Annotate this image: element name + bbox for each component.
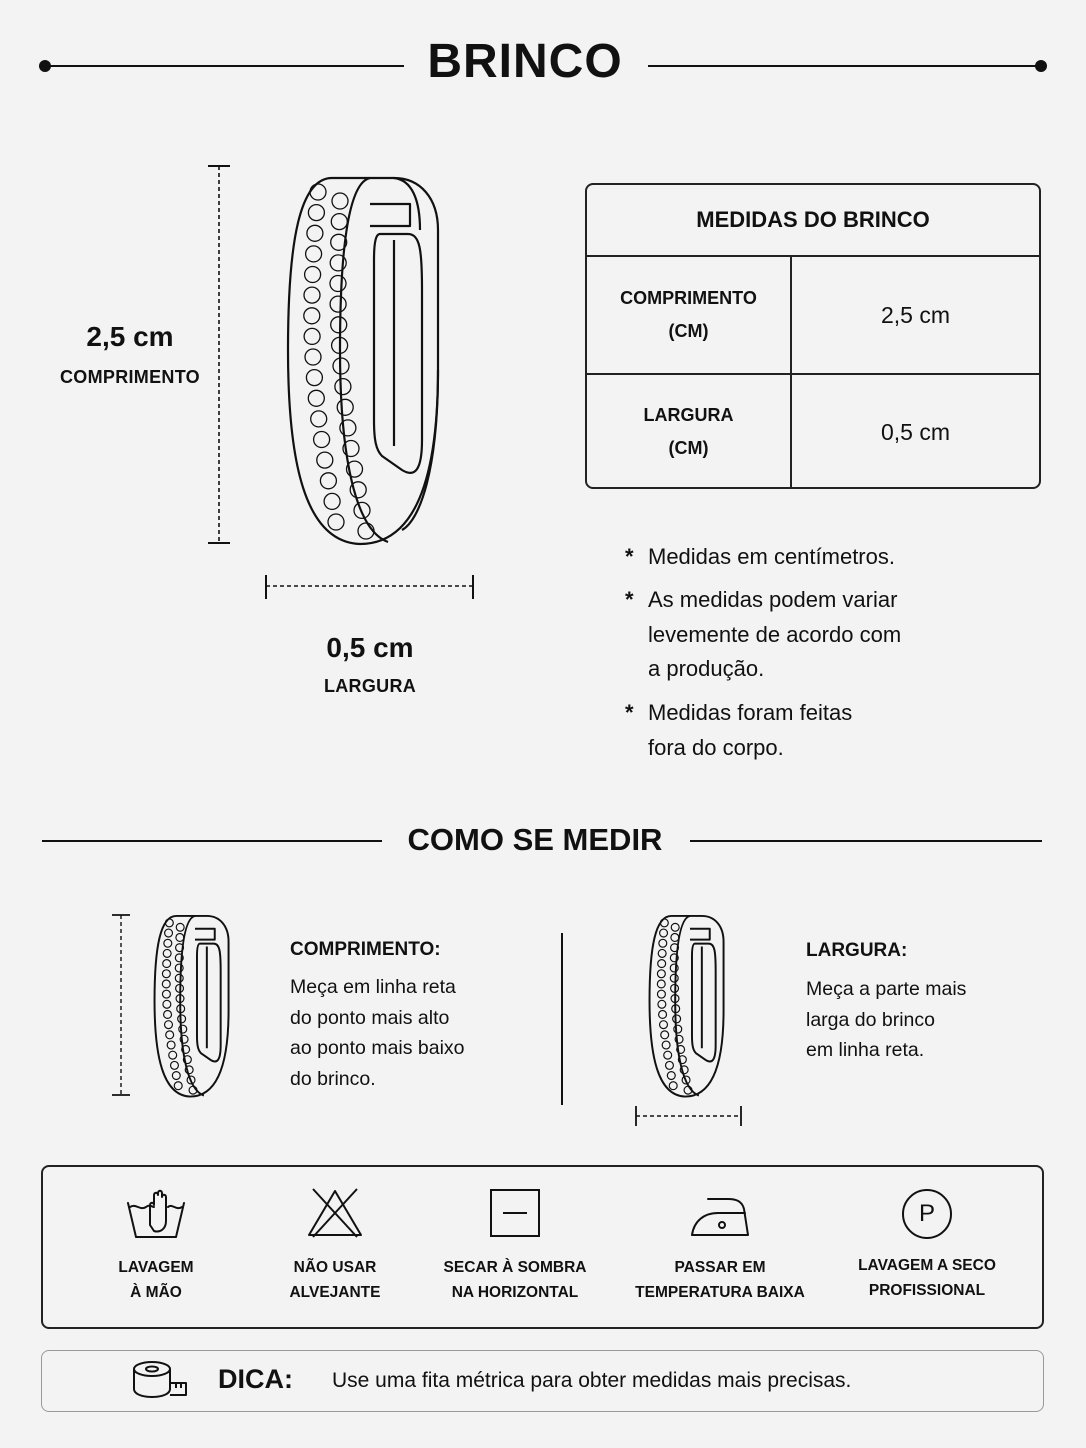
no-bleach-icon xyxy=(303,1185,367,1241)
care-label-line2: TEMPERATURA BAIXA xyxy=(635,1284,805,1301)
table-label-line2: (CM) xyxy=(668,438,709,458)
care-label-line2: À MÃO xyxy=(130,1284,182,1301)
page-title: BRINCO xyxy=(427,35,623,88)
width-howto-title: LARGURA: xyxy=(806,940,908,961)
width-value: 0,5 cm xyxy=(326,632,414,663)
hand-wash-icon xyxy=(124,1185,188,1241)
care-item-dry-flat-shade xyxy=(415,1185,615,1305)
table-cell-label xyxy=(587,375,792,489)
care-label-line1: SECAR À SOMBRA xyxy=(443,1259,587,1276)
howto-line: larga do brinco xyxy=(806,1008,935,1031)
table-row-length xyxy=(587,257,1039,373)
note-line: Medidas foram feitas xyxy=(648,700,853,725)
howto-line: do brinco. xyxy=(290,1067,376,1090)
note-item xyxy=(625,540,895,575)
how-to-title: COMO SE MEDIR xyxy=(407,822,663,857)
earring-small-width xyxy=(640,912,740,1102)
length-howto-title: COMPRIMENTO: xyxy=(290,939,441,960)
note-bullet: * xyxy=(625,544,634,569)
width-howto-text xyxy=(806,974,966,1066)
care-item-hand-wash xyxy=(56,1185,256,1305)
care-item-no-bleach xyxy=(235,1185,435,1305)
dry-clean-p-icon xyxy=(902,1189,952,1239)
table-cell-label xyxy=(587,257,792,373)
length-dimension-line xyxy=(200,160,240,550)
care-label-line1: PASSAR EM xyxy=(674,1259,766,1276)
measuring-tape-icon xyxy=(130,1359,190,1403)
table-cell-value: 2,5 cm xyxy=(880,301,951,328)
table-label-line2: (CM) xyxy=(668,321,709,341)
table-row-width xyxy=(587,373,1039,489)
care-item-dry-clean xyxy=(827,1185,1027,1303)
length-label: COMPRIMENTO xyxy=(60,367,200,387)
care-label-line1: LAVAGEM A SECO xyxy=(858,1257,996,1274)
table-header: MEDIDAS DO BRINCO xyxy=(587,185,1039,257)
length-guide-line xyxy=(108,910,134,1100)
tip-text: Use uma fita métrica para obter medidas mais precisas. xyxy=(332,1369,852,1392)
iron-low-icon xyxy=(688,1185,752,1241)
note-line: fora do corpo. xyxy=(648,734,784,760)
note-line: a produção. xyxy=(648,656,765,681)
howto-line: Meça em linha reta xyxy=(290,976,456,998)
howto-line: Meça a parte mais xyxy=(806,978,967,1000)
howto-line: do ponto mais alto xyxy=(290,1006,450,1029)
width-dimension-line xyxy=(258,573,483,603)
care-item-iron-low xyxy=(620,1185,820,1305)
table-cell-value: 0,5 cm xyxy=(880,418,951,445)
width-label: LARGURA xyxy=(323,676,417,696)
tip-title: DICA: xyxy=(218,1364,293,1394)
note-bullet: * xyxy=(625,700,634,725)
care-label-line1: NÃO USAR xyxy=(293,1259,377,1276)
howto-line: ao ponto mais baixo xyxy=(290,1037,465,1059)
note-bullet: * xyxy=(625,587,634,612)
dry-flat-shade-icon xyxy=(483,1185,547,1241)
table-label-line1: COMPRIMENTO xyxy=(620,288,757,308)
note-line: Medidas em centímetros. xyxy=(648,544,895,569)
howto-line: em linha reta. xyxy=(806,1039,925,1061)
note-item xyxy=(625,696,853,765)
table-label-line1: LARGURA xyxy=(643,405,734,425)
width-guide-line xyxy=(630,1104,750,1128)
measurements-table xyxy=(585,183,1041,489)
note-line: As medidas podem variar xyxy=(648,587,898,612)
note-item xyxy=(625,583,902,687)
note-line: levemente de acordo com xyxy=(648,621,902,647)
earring-small-length xyxy=(145,912,245,1102)
length-howto-text xyxy=(290,972,465,1094)
care-label-line2: ALVEJANTE xyxy=(289,1284,381,1301)
length-value: 2,5 cm xyxy=(86,321,174,352)
howto-divider xyxy=(561,933,563,1105)
dry-clean-symbol: P xyxy=(918,1200,935,1227)
care-label-line2: PROFISSIONAL xyxy=(868,1282,986,1299)
care-label-line2: NA HORIZONTAL xyxy=(451,1284,579,1301)
care-label-line1: LAVAGEM xyxy=(118,1259,194,1276)
earring-illustration xyxy=(270,170,470,555)
